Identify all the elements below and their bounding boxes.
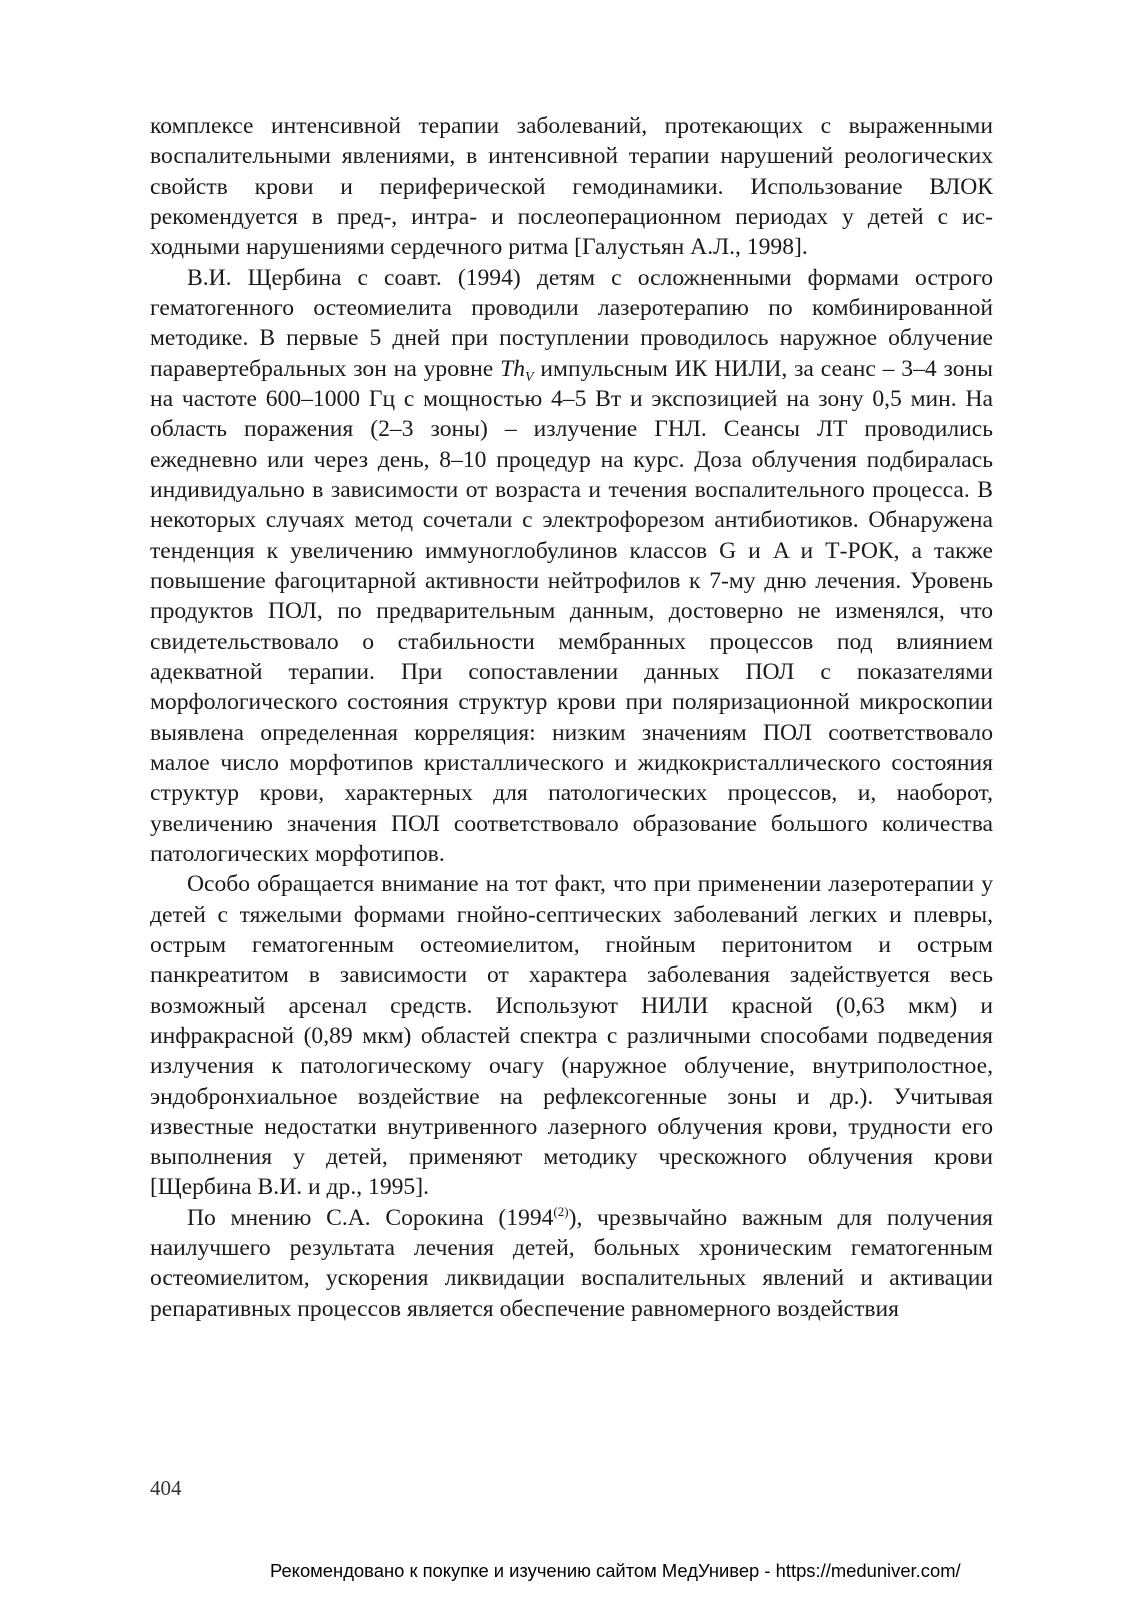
paragraph-3 (150, 869, 993, 1203)
page-number: 404 (150, 1476, 182, 1500)
reference-superscript: (2) (553, 1203, 569, 1219)
paragraph-2-text-end: импульсным ИК НИЛИ, за сеанс – 3–4 зоны на частоте 600–1000 Гц с мощностью 4–5 Вт и экспозицией на зону 0,5 мин. На область поражения (2–3 зоны) – излучение ГНЛ. Сеансы ЛТ проводились ежедневно или через день, 8–10 процедур на курс. Доза облучения подбиралась индивидуально в зависимости от возраста и течения воспалительного процесса. В некоторых случаях метод сочетали с электрофорезом антибиотиков. Обнаружена тенденция к увеличению иммуноглобулинов классов G и A и Т-РОК, а также повышение фагоцитарной активности нейтрофилов к 7-му дню лечения. Уровень продуктов ПОЛ, по предварительным данным, достоверно не изменялся, что свидетельствовало о стабильности мембранных процессов под влиянием адекватной терапии. При сопоставлении данных ПОЛ с показателями морфологического состояния структур крови при поляризационной микроскопии выявлена определенная корреляция: низким значениям ПОЛ соответствовало малое число морфотипов кристаллического и жидкокристаллического состояния структур крови, характерных для патологических процессов, и, наоборот, увеличению значения ПОЛ соответствовало образование большого количества патологических морфотипов. (150, 355, 993, 867)
paragraph-4-text-start: По мнению С.А. Сорокина (1994 (187, 1204, 554, 1231)
page-body (150, 111, 993, 1324)
paragraph-2 (150, 263, 993, 870)
footer-recommendation-link[interactable]: Рекомендовано к покупке и изучению сайтом МедУнивер - https://meduniver.com/ (270, 1560, 961, 1581)
thoracic-vertebra-label: Th (500, 355, 526, 382)
paragraph-1 (150, 111, 993, 263)
paragraph-4 (150, 1203, 993, 1324)
paragraph-2-text-start: В.И. Щербина с соавт. (1994) детям с осложненными формами острого гематогенного остеомиелита проводили лазеротерапию по комбинированной методике. В первые 5 дней при поступлении проводилось наружное облучение паравертебральных зон на уровне (150, 264, 993, 382)
paragraph-1-text: комплексе интенсивной терапии заболеваний, протекающих с выраженными воспалительными явлениями, в интенсивной терапии нарушений реологических свойств крови и периферической гемодинамики. Использование ВЛОК рекомендуется в пред-, интра- и послеоперационном периодах у детей с исходными нарушениями сердечного ритма [Галустьян А.Л., 1998]. (150, 113, 993, 261)
paragraph-3-text: Особо обращается внимание на тот факт, что при применении лазеротерапии у детей с тяжелыми формами гнойно-септических заболеваний легких и плевры, острым гематогенным остеомиелитом, гнойным перитонитом и острым панкреатитом в зависимости от характера заболевания задействуется весь возможный арсенал средств. Используют НИЛИ красной (0,63 мкм) и инфракрасной (0,89 мкм) областей спектра с различными способами подведения излучения к патологическому очагу (наружное облучение, внутриполостное, эндобронхиальное воздействие на рефлексогенные зоны и др.). Учитывая известные недостатки внутривенного лазерного облучения крови, трудности его выполнения у детей, применяют методику чрескожного облучения крови [Щербина В.И. и др., 1995]. (150, 871, 993, 1201)
paragraph-4-text-end: ), чрезвычайно важным для получения наилучшего результата лечения детей, больных хроническим гематогенным остеомиелитом, ускорения ликвидации воспалительных явлений и активации репаративных процессов является обеспечение равномерного воздействия (150, 1204, 993, 1322)
thoracic-vertebra-subscript: V (525, 369, 534, 385)
